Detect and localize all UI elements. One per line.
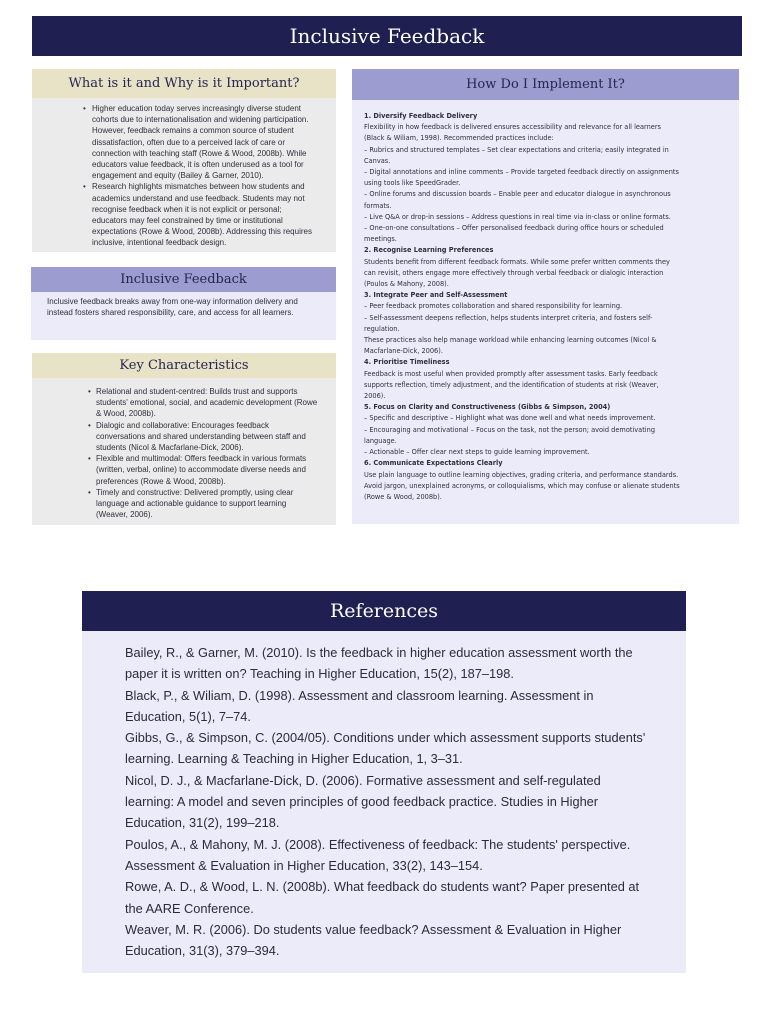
implementation-line: Use plain language to outline learning objectives, grading criteria, and performance standards. <box>364 470 679 479</box>
implementation-line: – Actionable – Offer clear next steps to guide learning improvement. <box>364 448 590 457</box>
implementation-step-heading: 3. Integrate Peer and Self-Assessment <box>364 291 508 300</box>
implementation-line: – One-on-one consultations – Offer personalised feedback during office hours or scheduled <box>364 224 664 233</box>
implementation-line: – Encouraging and motivational – Focus on the task, not the person; avoid demotivating <box>364 425 656 434</box>
page-title: Inclusive Feedback <box>32 16 742 56</box>
reference-item: Rowe, A. D., & Wood, L. N. (2008b). What feedback do students want? Paper presented at the AARE Conference. <box>125 879 640 916</box>
reference-item: Weaver, M. R. (2006). Do students value feedback? Assessment & Evaluation in Higher Education, 31(3), 379–394. <box>125 921 622 959</box>
implementation-line: – Digital annotations and inline comments – Provide targeted feedback directly on assignments <box>364 168 679 177</box>
how-to-implement-body <box>352 100 739 503</box>
references-heading: References <box>82 591 686 631</box>
implementation-line: using tools like SpeedGrader. <box>364 179 461 188</box>
implementation-line: – Rubrics and structured templates – Set clear expectations and criteria; easily integrated in <box>364 145 669 154</box>
implementation-line: Macfarlane-Dick, 2006). <box>364 347 443 356</box>
key-characteristic-item: • Dialogic and collaborative: Encourages feedback conversations and shared understanding between staff and students (Nicol & Macfarlane-Dick, 2006). <box>96 420 320 454</box>
implementation-line: Flexibility in how feedback is delivered ensures accessibility and relevance for all learners <box>364 123 661 132</box>
implementation-line: – Peer feedback promotes collaboration and shared responsibility for learning. <box>364 302 623 311</box>
implementation-step-heading: 6. Communicate Expectations Clearly <box>364 459 503 468</box>
implementation-line: Avoid jargon, unexplained acronyms, or colloquialisms, which may confuse or alienate students <box>364 481 680 490</box>
key-characteristics-heading: Key Characteristics <box>32 353 336 378</box>
implementation-line: (Black & Wiliam, 1998). Recommended practices include: <box>364 134 554 143</box>
key-characteristic-item: • Relational and student-centred: Builds trust and supports students' emotional, social, and academic development (Rowe & Wood, 2008b). <box>96 386 320 420</box>
implementation-line: – Online forums and discussion boards – Enable peer and educator dialogue in asynchronous <box>364 190 671 199</box>
what-bullet: • Higher education today serves increasingly diverse student cohorts due to internationalisation and widening participation. However, feedback remains a common source of student dissatisfaction, often due to a perceived lack of care or connection with teaching staff (Rowe & Wood, 2008b). While educators value feedback, it is often underused as a tool for engagement and equity (Bailey & Garner, 2010). <box>92 103 316 181</box>
implementation-line: regulation. <box>364 324 400 333</box>
implementation-line: 2006). <box>364 392 386 401</box>
reference-item: Nicol, D. J., & Macfarlane-Dick, D. (2006). Formative assessment and self-regulated learning: A model and seven principles of good feedback practice. Studies in Higher Education, 31(2), 199–218. <box>125 772 601 831</box>
implementation-line: meetings. <box>364 235 397 244</box>
reference-item: Poulos, A., & Mahony, M. J. (2008). Effectiveness of feedback: The students' perspective. Assessment & Evaluation in Higher Education, 33(2), 143–154. <box>125 836 631 873</box>
key-characteristics-section <box>32 353 336 525</box>
implementation-line: (Poulos & Mahony, 2008). <box>364 280 449 289</box>
reference-item: Gibbs, G., & Simpson, C. (2004/05). Conditions under which assessment supports students' learning. Learning & Teaching in Higher Education, 1, 3–31. <box>125 730 646 767</box>
key-characteristics-list <box>32 378 336 520</box>
implementation-line: These practices also help manage workload while enhancing learning outcomes (Nicol & <box>364 336 657 345</box>
what-bullet-list <box>32 98 336 249</box>
implementation-line: – Self-assessment deepens reflection, helps students interpret criteria, and fosters self- <box>364 313 653 322</box>
reference-item: Black, P., & Wiliam, D. (1998). Assessment and classroom learning. Assessment in Education, 5(1), 7–74. <box>125 687 594 724</box>
references-section <box>82 591 686 973</box>
implementation-line: formats. <box>364 201 392 210</box>
what-section-heading: What is it and Why is it Important? <box>32 69 336 98</box>
inclusive-feedback-text: Inclusive feedback breaks away from one-way information delivery and instead fosters shared responsibility, care, and access for all learners. <box>47 297 298 318</box>
references-list <box>82 631 686 961</box>
implementation-step-heading: 1. Diversify Feedback Delivery <box>364 112 478 120</box>
reference-item: Bailey, R., & Garner, M. (2010). Is the feedback in higher education assessment worth the paper it is written on? Teaching in Higher Education, 15(2), 187–198. <box>125 645 633 682</box>
what-section <box>32 69 336 252</box>
key-characteristic-item: • Flexible and multimodal: Offers feedback in various formats (written, verbal, online) to accommodate diverse needs and preferences (Rowe & Wood, 2008b). <box>96 453 320 487</box>
implementation-line: Students benefit from different feedback formats. While some prefer written comments they <box>364 257 670 266</box>
implementation-step-heading: 2. Recognise Learning Preferences <box>364 246 494 255</box>
implementation-step-heading: 5. Focus on Clarity and Constructiveness (Gibbs & Simpson, 2004) <box>364 403 611 412</box>
inclusive-feedback-heading: Inclusive Feedback <box>31 267 336 292</box>
what-bullet: • Research highlights mismatches between how students and academics understand and use feedback. Students may not recognise feedback when it is not explicit or personal; educators may feel constrained by time or institutional expectations (Rowe & Wood, 2008b). Addressing this requires inclusive, intentional feedback design. <box>92 181 316 248</box>
implementation-line: supports reflection, timely adjustment, and the identification of students at risk (Weaver, <box>364 380 659 389</box>
key-characteristic-item: • Timely and constructive: Delivered promptly, using clear language and actionable guidance to support learning (Weaver, 2006). <box>96 487 320 521</box>
implementation-line: – Specific and descriptive – Highlight what was done well and what needs improvement. <box>364 414 656 423</box>
how-to-implement-heading: How Do I Implement It? <box>352 69 739 100</box>
implementation-line: can revisit, others engage more effectively through verbal feedback or dialogic interaction <box>364 268 664 277</box>
implementation-step-heading: 4. Prioritise Timeliness <box>364 358 450 367</box>
implementation-line: Canvas. <box>364 156 391 165</box>
inclusive-feedback-section <box>31 267 336 340</box>
implementation-line: (Rowe & Wood, 2008b). <box>364 492 442 501</box>
implementation-line: language. <box>364 436 397 445</box>
how-to-implement-section <box>352 69 739 524</box>
implementation-line: – Live Q&A or drop-in sessions – Address questions in real time via in-class or online formats. <box>364 212 671 221</box>
implementation-line: Feedback is most useful when provided promptly after assessment tasks. Early feedback <box>364 369 658 378</box>
